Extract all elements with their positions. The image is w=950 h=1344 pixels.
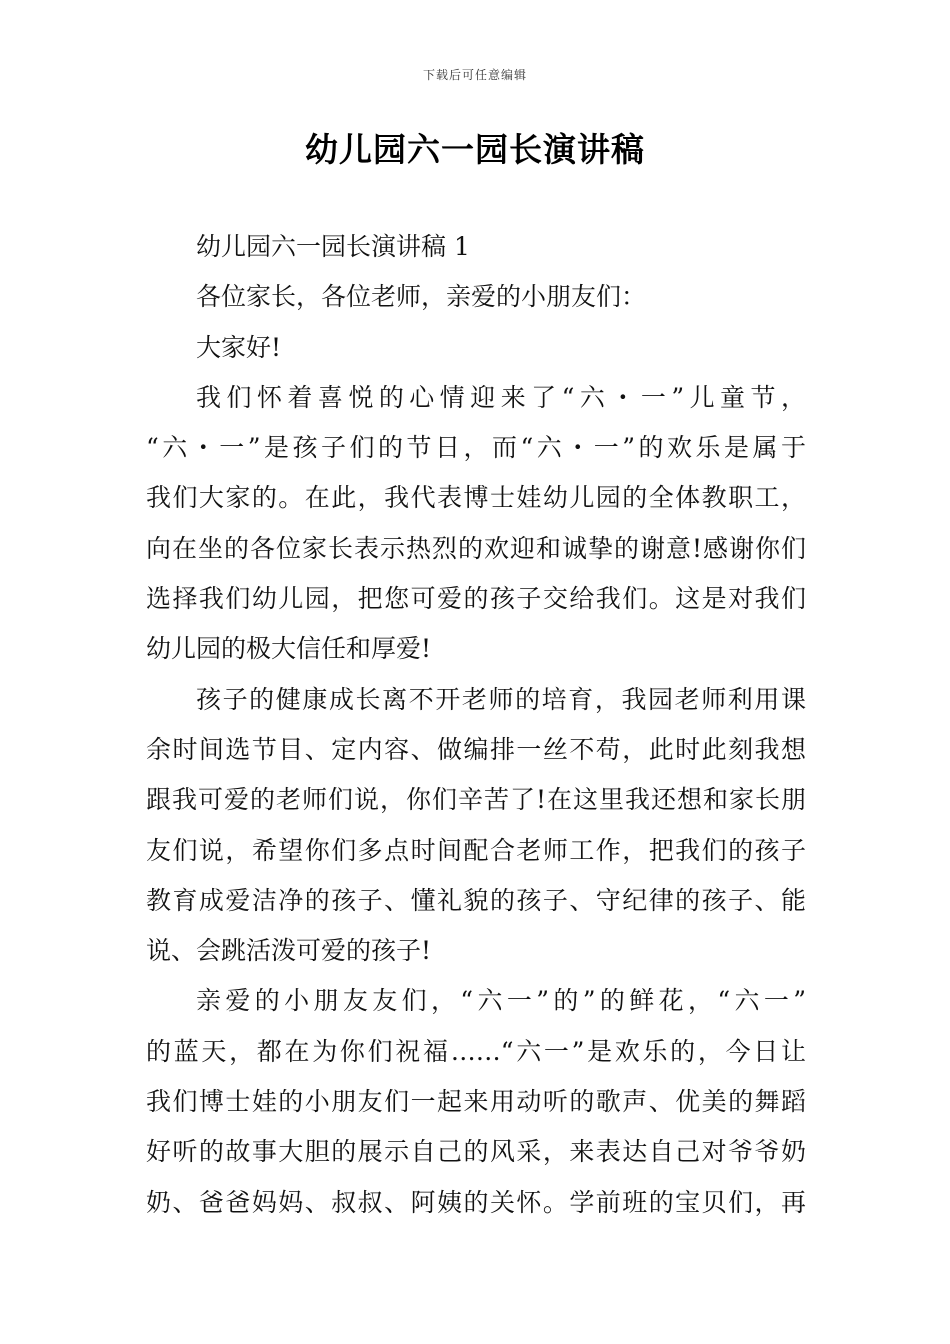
body-line: 亲爱的小朋友友们，“六一”的”的鲜花，“六一” xyxy=(196,986,806,1016)
body-line: 友们说，希望你们多点时间配合老师工作，把我们的孩子 xyxy=(146,835,806,865)
body-line: 我们怀着喜悦的心情迎来了“六・一”儿童节， xyxy=(196,382,806,412)
body-line: 余时间选节目、定内容、做编排一丝不苟，此时此刻我想 xyxy=(146,734,806,764)
body-line: 奶、爸爸妈妈、叔叔、阿姨的关怀。学前班的宝贝们，再 xyxy=(146,1187,806,1217)
header-note: 下载后可任意编辑 xyxy=(422,68,527,82)
document-title: 幼儿园六一园长演讲稿 xyxy=(305,130,645,169)
body-line: 说、会跳活泼可爱的孩子! xyxy=(146,936,432,966)
document-body xyxy=(146,222,806,1228)
body-line: 我们大家的。在此，我代表博士娃幼儿园的全体教职工， xyxy=(146,483,806,513)
body-line: 跟我可爱的老师们说，你们辛苦了!在这里我还想和家长朋 xyxy=(146,785,806,815)
body-line: 各位家长，各位老师，亲爱的小朋友们： xyxy=(196,282,647,312)
body-line: 向在坐的各位家长表示热烈的欢迎和诚挚的谢意!感谢你们 xyxy=(146,533,806,563)
body-line: 大家好! xyxy=(196,332,282,362)
body-line: 孩子的健康成长离不开老师的培育，我园老师利用课 xyxy=(196,684,806,714)
body-line: 我们博士娃的小朋友们一起来用动听的歌声、优美的舞蹈 xyxy=(146,1087,806,1117)
body-line: 幼儿园的极大信任和厚爱! xyxy=(146,634,432,664)
body-line: 好听的故事大胆的展示自己的风采，来表达自己对爷爷奶 xyxy=(146,1137,806,1167)
body-line: 教育成爱洁净的孩子、懂礼貌的孩子、守纪律的孩子、能 xyxy=(146,885,806,915)
body-line: 的蓝天，都在为你们祝福……“六一”是欢乐的，今日让 xyxy=(146,1036,806,1066)
body-line: 幼儿园六一园长演讲稿 1 xyxy=(196,232,470,261)
body-line: 选择我们幼儿园，把您可爱的孩子交给我们。这是对我们 xyxy=(146,584,806,614)
body-line: “六・一”是孩子们的节日，而“六・一”的欢乐是属于 xyxy=(146,433,806,463)
